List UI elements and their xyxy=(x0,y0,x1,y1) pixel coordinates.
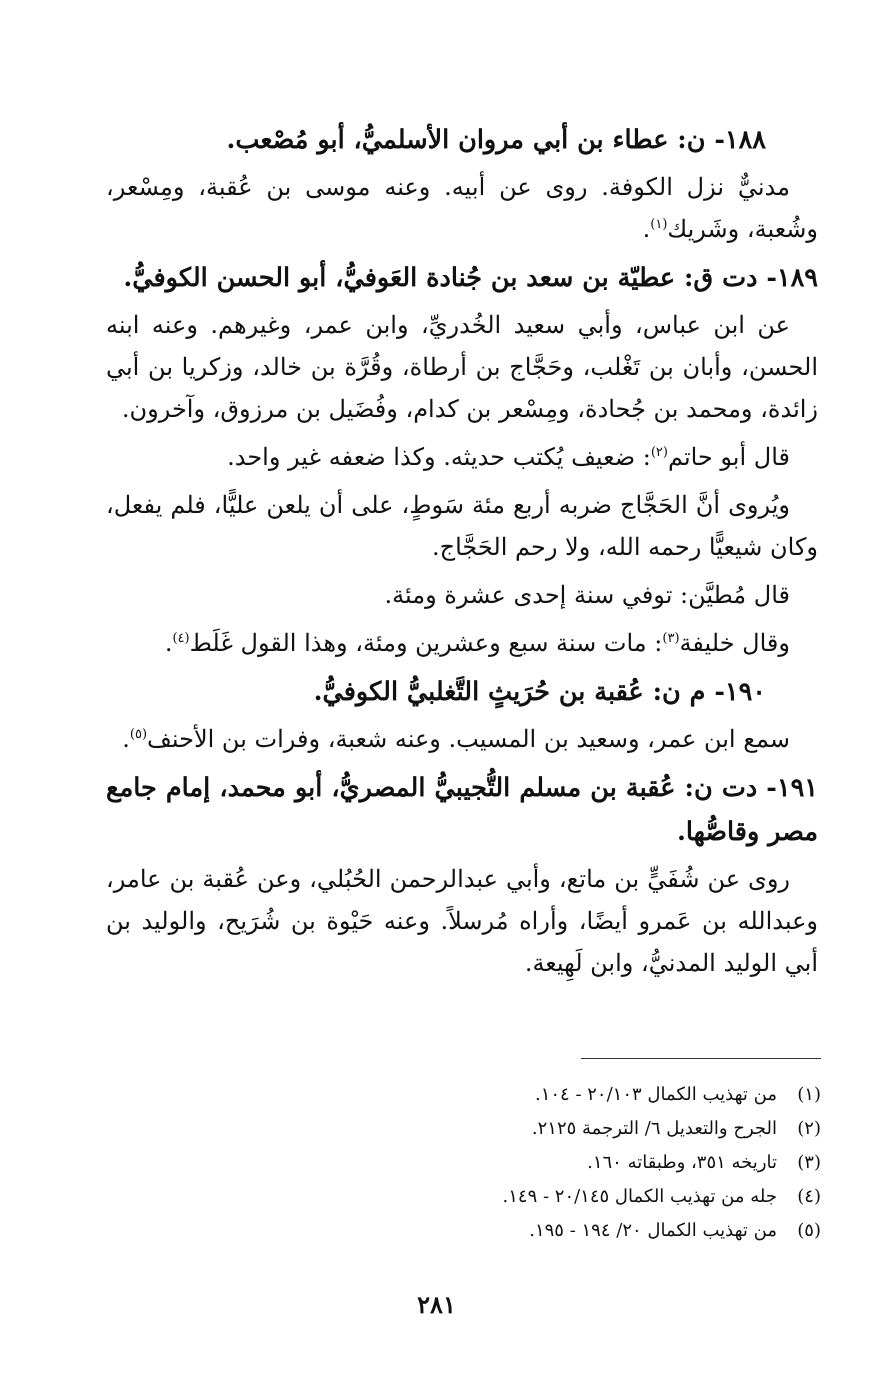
entry-heading-188: ١٨٨- ن: عطاء بن أبي مروان الأسلميُّ، أبو مُصْعب. xyxy=(226,125,766,155)
footnote-ref-2[interactable]: (٢) xyxy=(650,445,668,460)
footnote-number: (٣) xyxy=(797,1152,821,1173)
footnote-4 xyxy=(261,1180,821,1214)
entry-heading-191: ١٩١- دت ن: عُقبة بن مسلم التُّجيبيُّ المصريُّ، أبو محمد، إمام جامع مصر وقاصُّها. xyxy=(106,773,818,847)
entry-heading-189: ١٨٩- دت ق: عطيّة بن سعد بن جُنادة العَوفيُّ، أبو الحسن الكوفيُّ. xyxy=(123,263,818,293)
footnote-number: (٤) xyxy=(797,1186,821,1207)
page-number: ٢٨١ xyxy=(417,1290,456,1319)
entry-190-paragraph: سمع ابن عمر، وسعيد بن المسيب. وعنه شعبة، وفرات بن الأحنف$^{(٥)}$. xyxy=(122,725,790,753)
footnote-number: (٥) xyxy=(797,1220,821,1241)
footnote-1 xyxy=(261,1078,821,1112)
entry-heading-190: ١٩٠- م ن: عُقبة بن حُرَيثٍ التَّغلبيُّ الكوفيُّ. xyxy=(313,677,766,707)
entry-189-paragraph-2: قال أبو حاتم$^{(٢)}$: ضعيف يُكتب حديثه. وكذا ضعفه غير واحد. xyxy=(227,443,790,471)
footnote-text: جله من تهذيب الكمال ٢٠/١٤٥ - ١٤٩. xyxy=(502,1186,777,1207)
footnote-ref-4[interactable]: (٤) xyxy=(172,631,190,646)
entry-189-paragraph-5: وقال خليفة$^{(٣)}$: مات سنة سبع وعشرين ومئة، وهذا القول غَلَط$^{(٤)}$. xyxy=(164,629,790,657)
footnote-ref-3[interactable]: (٣) xyxy=(662,631,680,646)
entry-189-paragraph-3: ويُروى أنَّ الحَجَّاج ضربه أربع مئة سَوطٍ، على أن يلعن عليًّا، فلم يفعل، وكان شيعيًّا رحمه الله، ولا رحم الحَجَّاج. xyxy=(106,491,818,561)
footnote-text: الجرح والتعديل ٦/ الترجمة ٢١٢٥. xyxy=(531,1118,777,1139)
footnote-number: (٢) xyxy=(797,1118,821,1139)
entry-189-paragraph-1: عن ابن عباس، وأبي سعيد الخُدريِّ، وابن عمر، وغيرهم. وعنه ابنه الحسن، وأبان بن تَغْلب، وحَجَّاج بن أرطاة، وقُرَّة بن خالد، وزكريا بن أبي زائدة، ومحمد بن جُحادة، ومِسْعر بن كدام، وفُضَيل بن مرزوق، وآخرون. xyxy=(106,311,818,423)
entry-191-paragraph: روى عن شُفَيٍّ بن ماتع، وأبي عبدالرحمن الحُبُلي، وعن عُقبة بن عامر، وعبدالله بن عَمرو أيضًا، وأراه مُرسلاً. وعنه حَيْوة بن شُرَيح، والوليد بن أبي الوليد المدنيُّ، وابن لَهِيعة. xyxy=(106,865,818,977)
footnote-5 xyxy=(261,1214,821,1248)
footnote-text: من تهذيب الكمال ٢٠/١٠٣ - ١٠٤. xyxy=(534,1084,777,1105)
footnote-3 xyxy=(261,1146,821,1180)
footnote-ref-1[interactable]: (١) xyxy=(650,217,668,232)
footnote-ref-5[interactable]: (٥) xyxy=(129,727,148,742)
footnote-2 xyxy=(261,1112,821,1146)
footnote-divider xyxy=(581,1058,821,1059)
footnote-number: (١) xyxy=(797,1084,821,1105)
entry-189-paragraph-4: قال مُطيَّن: توفي سنة إحدى عشرة ومئة. xyxy=(384,581,790,609)
footnote-text: من تهذيب الكمال ٢٠/ ١٩٤ - ١٩٥. xyxy=(529,1220,777,1241)
footnotes xyxy=(261,1078,821,1248)
footnote-text: تاريخه ٣٥١، وطبقاته ١٦٠. xyxy=(587,1152,777,1173)
main-text xyxy=(106,118,818,990)
entry-188-paragraph: مدنيٌّ نزل الكوفة. روى عن أبيه. وعنه موسى بن عُقبة، ومِسْعر، وشُعبة، وشَريك$^{(١)}$. xyxy=(106,173,818,243)
